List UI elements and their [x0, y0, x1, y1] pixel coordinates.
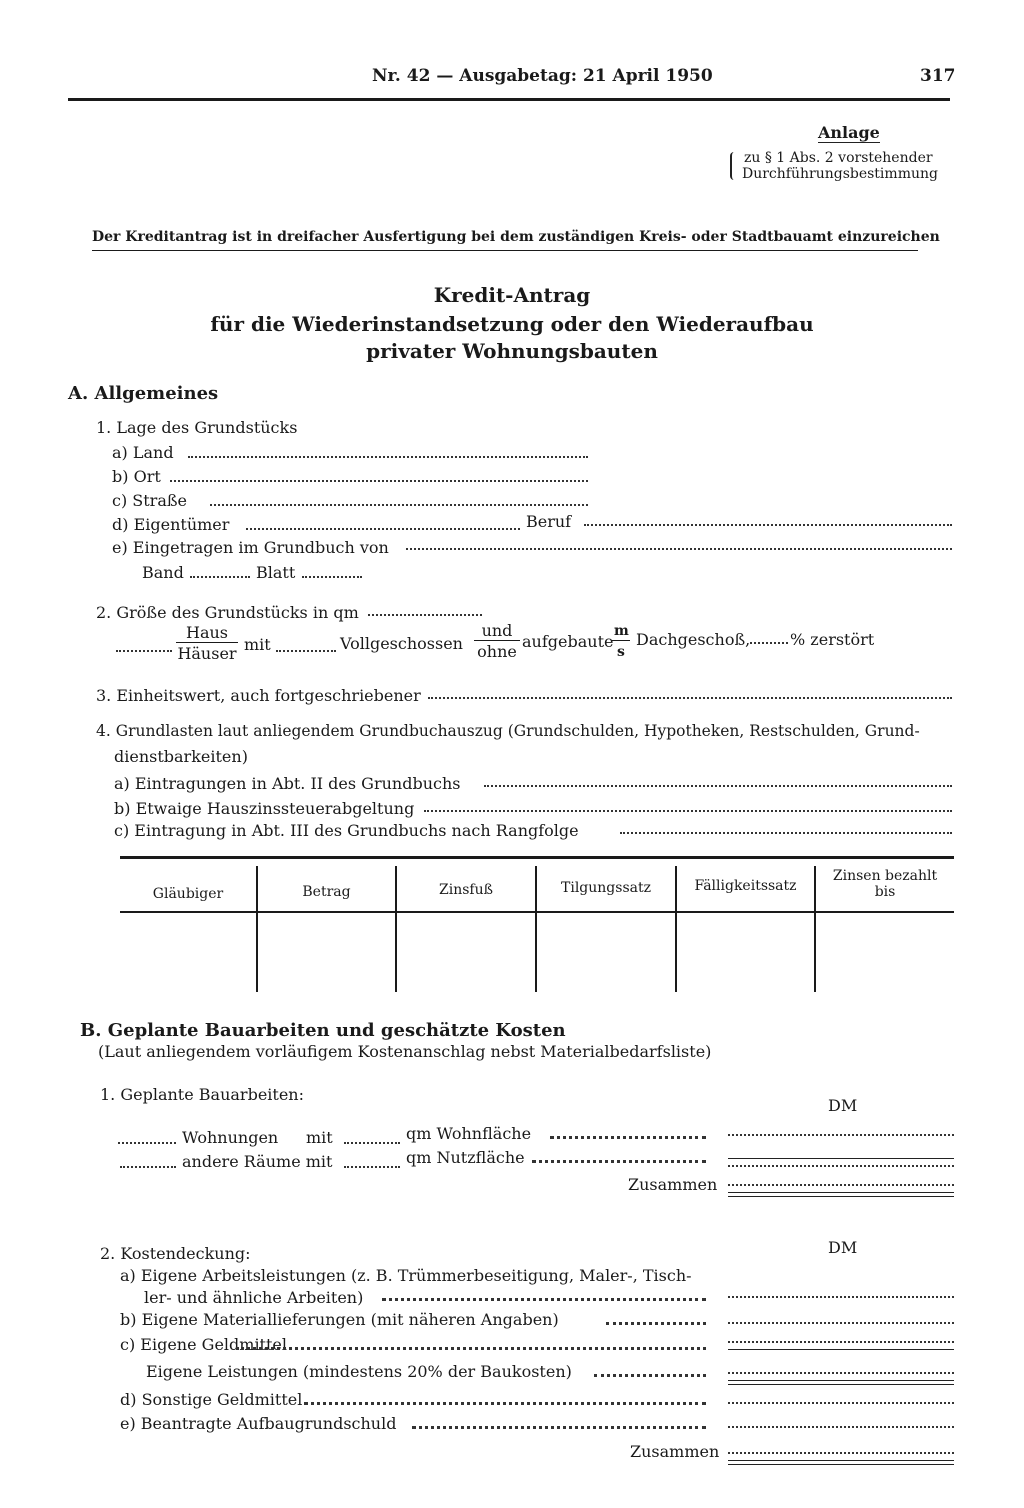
table-header-glaeubiger: Gläubiger	[152, 886, 224, 902]
und-label: und	[474, 622, 520, 641]
table-header-betrag: Betrag	[302, 884, 351, 900]
b2-e: e) Beantragte Aufbaugrundschuld	[120, 1414, 397, 1433]
wohnflaeche-field[interactable]	[344, 1142, 400, 1144]
wohnungen-count-field[interactable]	[118, 1142, 176, 1144]
blatt-field[interactable]	[302, 576, 362, 578]
eigene-total-rule	[728, 1380, 954, 1385]
dachgeschoss-label: Dachgeschoß,	[636, 630, 751, 649]
abt2-field[interactable]	[484, 785, 952, 787]
wohnungen-label: Wohnungen	[182, 1128, 279, 1147]
zerstoert-label: % zerstört	[790, 630, 875, 649]
eigentuemer-field[interactable]	[246, 528, 520, 530]
item1-label: 1. Lage des Grundstücks	[96, 418, 298, 437]
haus-count-field[interactable]	[116, 650, 172, 652]
wohnflaeche-label: qm Wohnfläche	[406, 1124, 532, 1143]
item1-d: d) Eigentümer	[112, 515, 230, 534]
vollgeschosse-field[interactable]	[276, 650, 336, 652]
blatt-label: Blatt	[256, 563, 296, 582]
section-a-heading: A. Allgemeines	[68, 383, 219, 404]
table-cell-faelligkeitssatz[interactable]	[679, 915, 812, 991]
b2-a-line1: a) Eigene Arbeitsleistungen (z. B. Trümmerbeseitigung, Maler-, Tisch-	[120, 1266, 692, 1285]
table-header-bis: bis	[874, 884, 896, 900]
land-field[interactable]	[188, 456, 588, 458]
ohne-label: ohne	[477, 642, 517, 661]
table-header-rule	[120, 911, 954, 913]
b2-d: d) Sonstige Geldmittel	[120, 1390, 303, 1409]
einheitswert-field[interactable]	[428, 697, 952, 699]
anlage-title: Anlage	[818, 123, 880, 142]
anlage-line1: zu § 1 Abs. 2 vorstehender	[744, 150, 933, 166]
nutzflaeche-leader	[532, 1160, 706, 1163]
grundbuch-field[interactable]	[406, 548, 952, 550]
band-field[interactable]	[190, 576, 250, 578]
header-issue: Nr. 42 — Ausgabetag: 21 April 1950	[372, 66, 713, 86]
hauszins-field[interactable]	[424, 810, 952, 812]
table-cell-betrag[interactable]	[260, 915, 393, 991]
raeume-label: andere Räume mit	[182, 1152, 333, 1171]
groesse-field[interactable]	[368, 614, 482, 616]
mit-label: mit	[244, 635, 271, 654]
b2-a-line2: ler- und ähnliche Arbeiten)	[144, 1288, 364, 1307]
m-s-fraction	[612, 622, 630, 661]
raeume-count-field[interactable]	[120, 1166, 176, 1168]
item1-e: e) Eingetragen im Grundbuch von	[112, 538, 389, 557]
und-ohne-fraction	[474, 622, 520, 661]
item4-label-line2: dienstbarkeiten)	[114, 747, 248, 766]
table-top-rule	[120, 856, 954, 859]
wohnungen-mit-label: mit	[306, 1128, 333, 1147]
b2-zusammen-field[interactable]	[728, 1452, 954, 1454]
section-b-subheading: (Laut anliegendem vorläufigem Kostenanschlag nebst Materialbedarfsliste)	[98, 1042, 712, 1061]
section-b-heading: B. Geplante Bauarbeiten und geschätzte Kosten	[80, 1020, 566, 1041]
item4-label-line1: 4. Grundlasten laut anliegendem Grundbuchauszug (Grundschulden, Hypotheken, Restschulden, Grund-	[96, 722, 920, 740]
b2-label: 2. Kostendeckung:	[100, 1244, 251, 1263]
b2-e-leader	[412, 1426, 706, 1429]
haus-label: Haus	[176, 624, 238, 643]
table-header-faelligkeitssatz: Fälligkeitssatz	[694, 878, 797, 894]
b2-c: c) Eigene Geldmittel	[120, 1335, 287, 1354]
zerstoert-field[interactable]	[750, 642, 788, 644]
table-cell-zinsen[interactable]	[818, 915, 952, 991]
b2-currency: DM	[828, 1238, 858, 1257]
s-label: s	[617, 644, 625, 660]
table-cell-tilgungssatz[interactable]	[539, 915, 673, 991]
b2-d-leader	[304, 1402, 706, 1405]
table-header-tilgungssatz: Tilgungssatz	[561, 880, 651, 896]
wohnflaeche-leader	[550, 1136, 706, 1139]
b1-total-rule	[728, 1192, 954, 1197]
aufbaugrundschuld-field[interactable]	[728, 1426, 954, 1428]
page-number: 317	[920, 66, 956, 86]
table-cell-zinsfuss[interactable]	[399, 915, 533, 991]
strasse-field[interactable]	[210, 504, 588, 506]
sonstige-geldmittel-field[interactable]	[728, 1402, 954, 1404]
table-header-zinsen-bezahlt: Zinsen bezahlt	[832, 868, 938, 884]
anlage-bracket	[730, 152, 736, 180]
vollgeschossen-label: Vollgeschossen	[340, 634, 463, 653]
item4-b: b) Etwaige Hauszinssteuerabgeltung	[114, 799, 415, 818]
nutzflaeche-label: qm Nutzfläche	[406, 1148, 525, 1167]
raeume-dm-field[interactable]	[728, 1158, 954, 1167]
materiallieferungen-field[interactable]	[728, 1322, 954, 1324]
haus-haeuser-fraction	[176, 624, 238, 663]
geldmittel-field[interactable]	[728, 1341, 954, 1350]
title-line3: privater Wohnungsbauten	[366, 339, 658, 363]
instruction-underline	[92, 250, 918, 251]
ort-field[interactable]	[170, 480, 588, 482]
b2-a-leader	[382, 1298, 706, 1301]
b1-label: 1. Geplante Bauarbeiten:	[100, 1085, 304, 1104]
b2-total-rule	[728, 1460, 954, 1465]
haeuser-label: Häuser	[177, 644, 237, 663]
b1-zusammen-label: Zusammen	[628, 1175, 718, 1194]
arbeitsleistungen-field[interactable]	[728, 1296, 954, 1298]
b2-b-leader	[606, 1322, 706, 1325]
b1-zusammen-field[interactable]	[728, 1184, 954, 1186]
b2-zusammen-label: Zusammen	[630, 1442, 720, 1461]
beruf-field[interactable]	[584, 524, 952, 526]
header-rule	[68, 98, 950, 101]
item3-label: 3. Einheitswert, auch fortgeschriebener	[96, 686, 421, 705]
item1-a: a) Land	[112, 443, 174, 462]
title-line1: Kredit-Antrag	[433, 283, 591, 307]
table-header-zinsfuss: Zinsfuß	[439, 882, 493, 898]
b2-eigene: Eigene Leistungen (mindestens 20% der Baukosten)	[146, 1362, 572, 1381]
b2-eigene-leader	[594, 1374, 706, 1377]
instruction-text: Der Kreditantrag ist in dreifacher Ausfertigung bei dem zuständigen Kreis- oder Stadtbauamt einzureichen	[92, 229, 940, 245]
nutzflaeche-field[interactable]	[344, 1166, 400, 1168]
item1-c: c) Straße	[112, 491, 188, 510]
abt3-field[interactable]	[620, 832, 952, 834]
beruf-label: Beruf	[526, 512, 572, 531]
anlage-line2: Durchführungsbestimmung	[742, 166, 938, 182]
b2-c-leader	[236, 1347, 706, 1350]
table-cell-glaeubiger[interactable]	[122, 915, 254, 991]
m-label: m	[614, 623, 629, 639]
b2-b: b) Eigene Materiallieferungen (mit näheren Angaben)	[120, 1310, 559, 1329]
item2-label: 2. Größe des Grundstücks in qm	[96, 603, 359, 622]
item1-b: b) Ort	[112, 467, 161, 486]
b1-currency: DM	[828, 1096, 858, 1115]
eigene-leistungen-field[interactable]	[728, 1372, 954, 1374]
aufgebaute-label: aufgebaute	[522, 632, 614, 651]
item4-c: c) Eintragung in Abt. III des Grundbuchs nach Rangfolge	[114, 821, 579, 840]
item4-a: a) Eintragungen in Abt. II des Grundbuchs	[114, 774, 461, 793]
wohnungen-dm-field[interactable]	[728, 1134, 954, 1136]
title-line2: für die Wiederinstandsetzung oder den Wiederaufbau	[210, 312, 814, 336]
band-label: Band	[142, 563, 184, 582]
